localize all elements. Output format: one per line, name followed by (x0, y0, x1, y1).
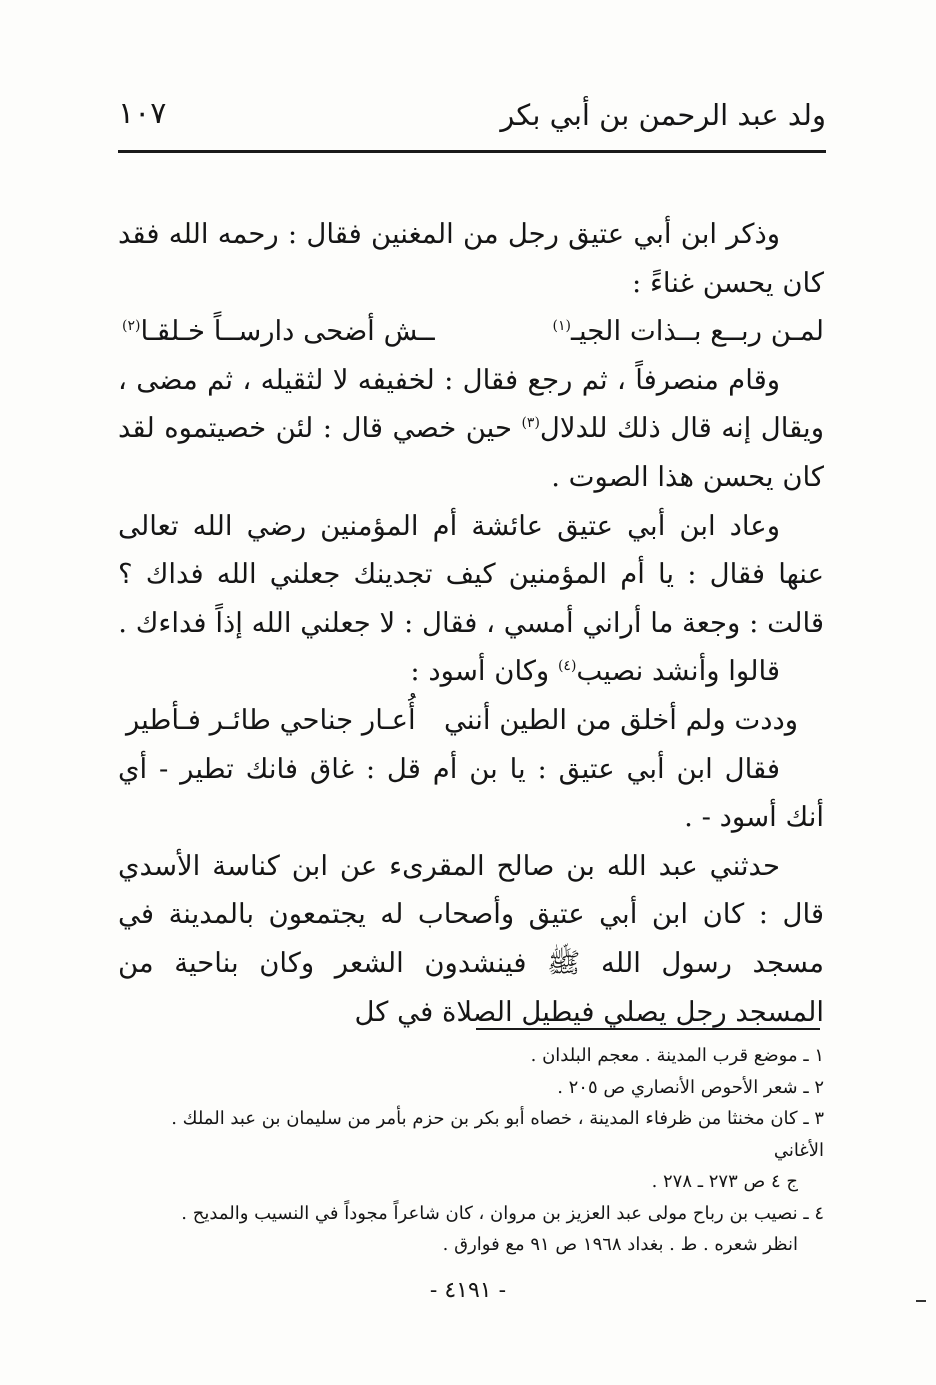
footnote-2: ٢ ـ شعر الأحوص الأنصاري ص ٢٠٥ . (557, 1076, 824, 1098)
footnote-ref-3: (٣) (521, 415, 540, 432)
page-header (118, 92, 826, 146)
verse-1-hemistich-1: لمـن ربــع بــذات الجيـ$^{(١)}$ (552, 315, 824, 348)
footnote-ref-2: (٢) (122, 318, 141, 335)
verse-2-hemistich-1: وددت ولم أخلق من الطين أنني (444, 703, 798, 736)
page-number: ١٠٧ (118, 96, 167, 131)
verse-1-hemistich-2: ــش أضحى دارســاً خـلقـا$^{(٢)}$ (122, 315, 435, 348)
running-head: ولد عبد الرحمن بن أبي بكر (500, 98, 826, 132)
footnote-rule (476, 1028, 820, 1030)
footnote-3: ٣ ـ كان مخنثا من ظرفاء المدينة ، خصاه أبو بكر بن حزم بأمر من سليمان بن عبد الملك . الأغاني ج ٤ ص ٢٧٣ ـ ٢٧٨ . (171, 1108, 824, 1192)
paragraph-6: حدثني عبد الله بن صالح المقرىء عن ابن كناسة الأسدي قال : كان ابن أبي عتيق وأصحاب له يجتمعون بالمدينة في مسجد رسول الله ﷺ فينشدون الشعر وكان بناحية من المسجد رجل يصلي فيطيل الصلاة في كل (118, 849, 824, 1028)
footnote-ref-1: (١) (552, 318, 571, 335)
paragraph-3: وعاد ابن أبي عتيق عائشة أم المؤمنين رضي الله تعالى عنها فقال : يا أم المؤمنين كيف تجدينك جعلني الله فداك ؟ قالت : وجعة ما أراني أمسي ، فقال : لا جعلني الله إذاً فداءك . (118, 509, 824, 639)
paragraph-4: قالوا وأنشد نصيب$^{(٤)}$ وكان أسود : (410, 655, 780, 688)
folio-number: - ٤١٩١ - (429, 1278, 507, 1303)
main-text (118, 210, 824, 1036)
paragraph-5: فقال ابن أبي عتيق : يا بن أم قل : غاق فانك تطير - أي أنك أسود - . (118, 752, 824, 834)
verse-1 (118, 307, 824, 356)
footnote-1: ١ ـ موضع قرب المدينة . معجم البلدان . (530, 1045, 824, 1066)
paragraph-2: وقام منصرفاً ، ثم رجع فقال : لخفيفه لا لثقيله ، ثم مضى ، ويقال إنه قال ذلك للدلال$^{(٣)}$ حين خصي قال : لئن خصيتموه لقد كان يحسن هذا الصوت . (118, 363, 824, 493)
scan-mark (916, 1300, 926, 1302)
footnote-ref-4: (٤) (557, 658, 577, 675)
header-rule (118, 150, 826, 153)
verse-2 (118, 696, 824, 745)
footnotes (116, 1040, 824, 1261)
footnote-4: ٤ ـ نصيب بن رباح مولى عبد العزيز بن مروان ، كان شاعراً مجوداً في النسيب والمديح . انظر شعره . ط . بغداد ١٩٦٨ ص ٩١ مع فوارق . (181, 1202, 824, 1255)
verse-2-hemistich-2: أُعـار جناحي طائـر فـأطير (126, 703, 416, 736)
paragraph-1: وذكر ابن أبي عتيق رجل من المغنين فقال : رحمه الله فقد كان يحسن غناءً : (118, 218, 824, 299)
